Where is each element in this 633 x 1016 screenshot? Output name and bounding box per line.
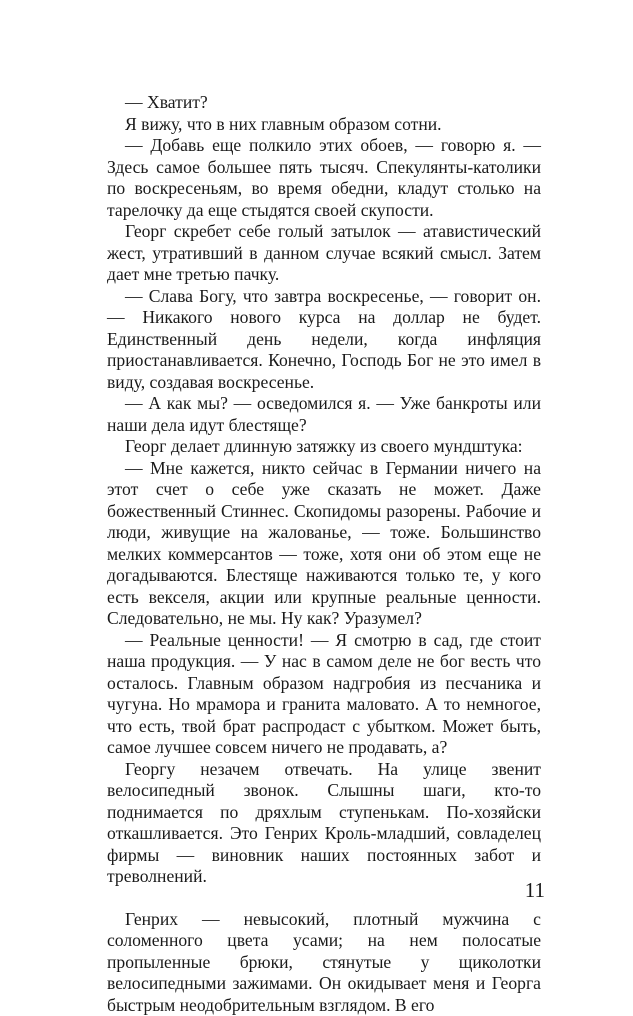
paragraph: — Добавь еще полкило этих обоев, — говорю я. — Здесь самое большее пять тысяч. Спекулянты-католики по воскресеньям, во время обедни, кладут столько на тарелочку да еще стыдятся своей скупости. (107, 135, 541, 221)
paragraph: Генрих — невысокий, плотный мужчина с соломенного цвета усами; на нем полосатые пропыленные брюки, стянутые у щиколотки велосипедными зажимами. Он окидывает меня и Георга быстрым неодобрительным взглядом. В его (107, 909, 541, 1016)
paragraph: — Хватит? (107, 92, 541, 114)
paragraph: Георгу незачем отвечать. На улице звенит велосипедный звонок. Слышны шаги, кто-то поднимается по дряхлым ступенькам. По-хозяйски откашливается. Это Генрих Кроль-младший, совладелец фирмы — виновник наших постоянных забот и треволнений. (107, 759, 541, 888)
paragraph: Георг делает длинную затяжку из своего мундштука: (107, 436, 541, 458)
paragraph: — А как мы? — осведомился я. — Уже банкроты или наши дела идут блестяще? (107, 393, 541, 436)
paragraph: — Реальные ценности! — Я смотрю в сад, где стоит наша продукция. — У нас в самом деле не бог весть что осталось. Главным образом надгробия из песчаника и чугуна. Но мрамора и гранита маловато. А то немногое, что есть, твой брат распродаст с убытком. Может быть, самое лучшее совсем ничего не продавать, а? (107, 630, 541, 759)
paragraph: — Слава Богу, что завтра воскресенье, — говорит он. — Никакого нового курса на доллар не будет. Единственный день недели, когда инфляция приостанавливается. Конечно, Господь Бог не это имел в виду, создавая воскресенье. (107, 286, 541, 394)
body-text (107, 92, 541, 1016)
paragraph: Я вижу, что в них главным образом сотни. (107, 114, 541, 136)
paragraph: — Мне кажется, никто сейчас в Германии ничего на этот счет о себе уже сказать не может. Даже божественный Стиннес. Скопидомы разорены. Рабочие и люди, живущие на жалованье, — тоже. Большинство мелких коммерсантов — тоже, хотя они об этом еще не догадываются. Блестяще наживаются только те, у кого есть векселя, акции или крупные реальные ценности. Следовательно, не мы. Ну как? Уразумел? (107, 458, 541, 630)
page-number: 11 (505, 878, 545, 902)
paragraph: Георг скребет себе голый затылок — атавистический жест, утративший в данном случае всякий смысл. Затем дает мне третью пачку. (107, 221, 541, 286)
section-break (107, 888, 541, 909)
